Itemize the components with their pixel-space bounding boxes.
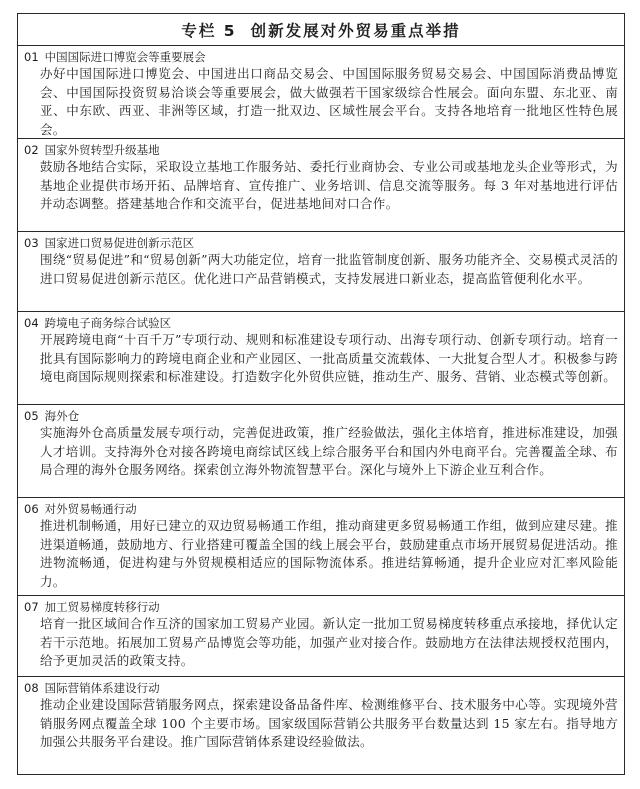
section-number: 02 <box>24 143 39 157</box>
column-title-text: 创新发展对外贸易重点举措 <box>250 21 461 40</box>
section-title: 海外仓 <box>44 409 80 423</box>
section-number: 01 <box>24 50 39 64</box>
section-number: 03 <box>24 236 39 250</box>
section-body: 推动企业建设国际营销服务网点，探索建设备品备件库、检测维修平台、技术服务中心等。实现境外营销服务网点覆盖全球 100 个主要市场。国家级国际营销公共服务平台数量达到 15 家左右。指导地方加强公共服务平台建设。推广国际营销体系建设经验做法。 <box>40 697 618 750</box>
section-heading <box>24 142 618 158</box>
section-02 <box>18 139 624 232</box>
section-title: 国家进口贸易促进创新示范区 <box>44 236 195 250</box>
section-title: 加工贸易梯度转移行动 <box>44 600 160 614</box>
section-heading <box>24 235 618 251</box>
section-01 <box>18 46 624 139</box>
section-05 <box>18 405 624 498</box>
section-heading <box>24 315 618 331</box>
section-title: 中国国际进口博览会等重要展会 <box>44 50 206 64</box>
section-heading <box>24 599 618 615</box>
section-body: 鼓励各地结合实际，采取设立基地工作服务站、委托行业商协会、专业公司或基地龙头企业等形式，为基地企业提供市场开拓、品牌培育、宣传推广、业务培训、信息交流等服务。每 3 年对基地进行评估并动态调整。搭建基地合作和交流平台，促进基地间对口合作。 <box>40 159 618 212</box>
section-number: 08 <box>24 681 39 695</box>
section-08 <box>18 677 624 774</box>
section-heading <box>24 408 618 424</box>
section-title: 国际营销体系建设行动 <box>44 681 160 695</box>
section-number: 04 <box>24 316 39 330</box>
section-body: 办好中国国际进口博览会、中国进出口商品交易会、中国国际服务贸易交易会、中国国际消费品博览会、中国国际投资贸易洽谈会等重要展会，做大做强若干国家级综合性展会。面向东盟、东北亚、南亚、中东欧、西亚、非洲等区域，打造一批双边、区域性展会平台。支持各地培育一批地区性特色展会。 <box>40 66 618 137</box>
section-body: 围绕“贸易促进”和“贸易创新”两大功能定位，培育一批监管制度创新、服务功能齐全、交易模式灵活的进口贸易促进创新示范区。优化进口产品营销模式，支持发展进口新业态，提高监管便利化水平。 <box>40 252 618 286</box>
section-number: 06 <box>24 502 39 516</box>
section-body: 培育一批区域间合作互济的国家加工贸易产业园。新认定一批加工贸易梯度转移重点承接地，择优认定若干示范地。拓展加工贸易产品博览会等功能，加强产业对接合作。鼓励地方在法律法规授权范围内，给予更加灵活的政策支持。 <box>40 616 618 669</box>
column-box <box>17 13 625 775</box>
column-label: 专栏 5 <box>181 21 237 40</box>
section-number: 05 <box>24 409 39 423</box>
section-04 <box>18 312 624 405</box>
column-title <box>18 14 624 46</box>
section-body: 实施海外仓高质量发展专项行动，完善促进政策，推广经验做法，强化主体培育，推进标准建设，加强人才培训。支持海外仓对接各跨境电商综试区线上综合服务平台和国内外电商平台。完善覆盖全球、布局合理的海外仓服务网络。探索创立海外物流智慧平台。深化与境外上下游企业互利合作。 <box>40 425 618 478</box>
section-body: 开展跨境电商“十百千万”专项行动、规则和标准建设专项行动、出海专项行动、创新专项行动。培育一批具有国际影响力的跨境电商企业和产业园区、一批高质量交流载体、一大批复合型人才。积极参与跨境电商国际规则探索和标准建设。打造数字化外贸供应链，推动生产、服务、营销、业态模式等创新。 <box>40 332 618 385</box>
section-03 <box>18 232 624 312</box>
section-number: 07 <box>24 600 39 614</box>
section-body: 推进机制畅通，用好已建立的双边贸易畅通工作组，推动商建更多贸易畅通工作组，做到应建尽建。推进渠道畅通，鼓励地方、行业搭建可覆盖全国的线上展会平台，鼓励建重点市场开展贸易促进活动。推进物流畅通，促进构建与外贸规模相适应的国际物流体系。推进结算畅通，提升企业应对汇率风险能力。 <box>40 518 618 589</box>
section-title: 跨境电子商务综合试验区 <box>44 316 172 330</box>
section-heading <box>24 680 618 696</box>
section-07 <box>18 596 624 677</box>
section-heading <box>24 501 618 517</box>
section-title: 对外贸易畅通行动 <box>44 502 137 516</box>
section-title: 国家外贸转型升级基地 <box>44 143 160 157</box>
section-06 <box>18 498 624 596</box>
section-heading <box>24 49 618 65</box>
